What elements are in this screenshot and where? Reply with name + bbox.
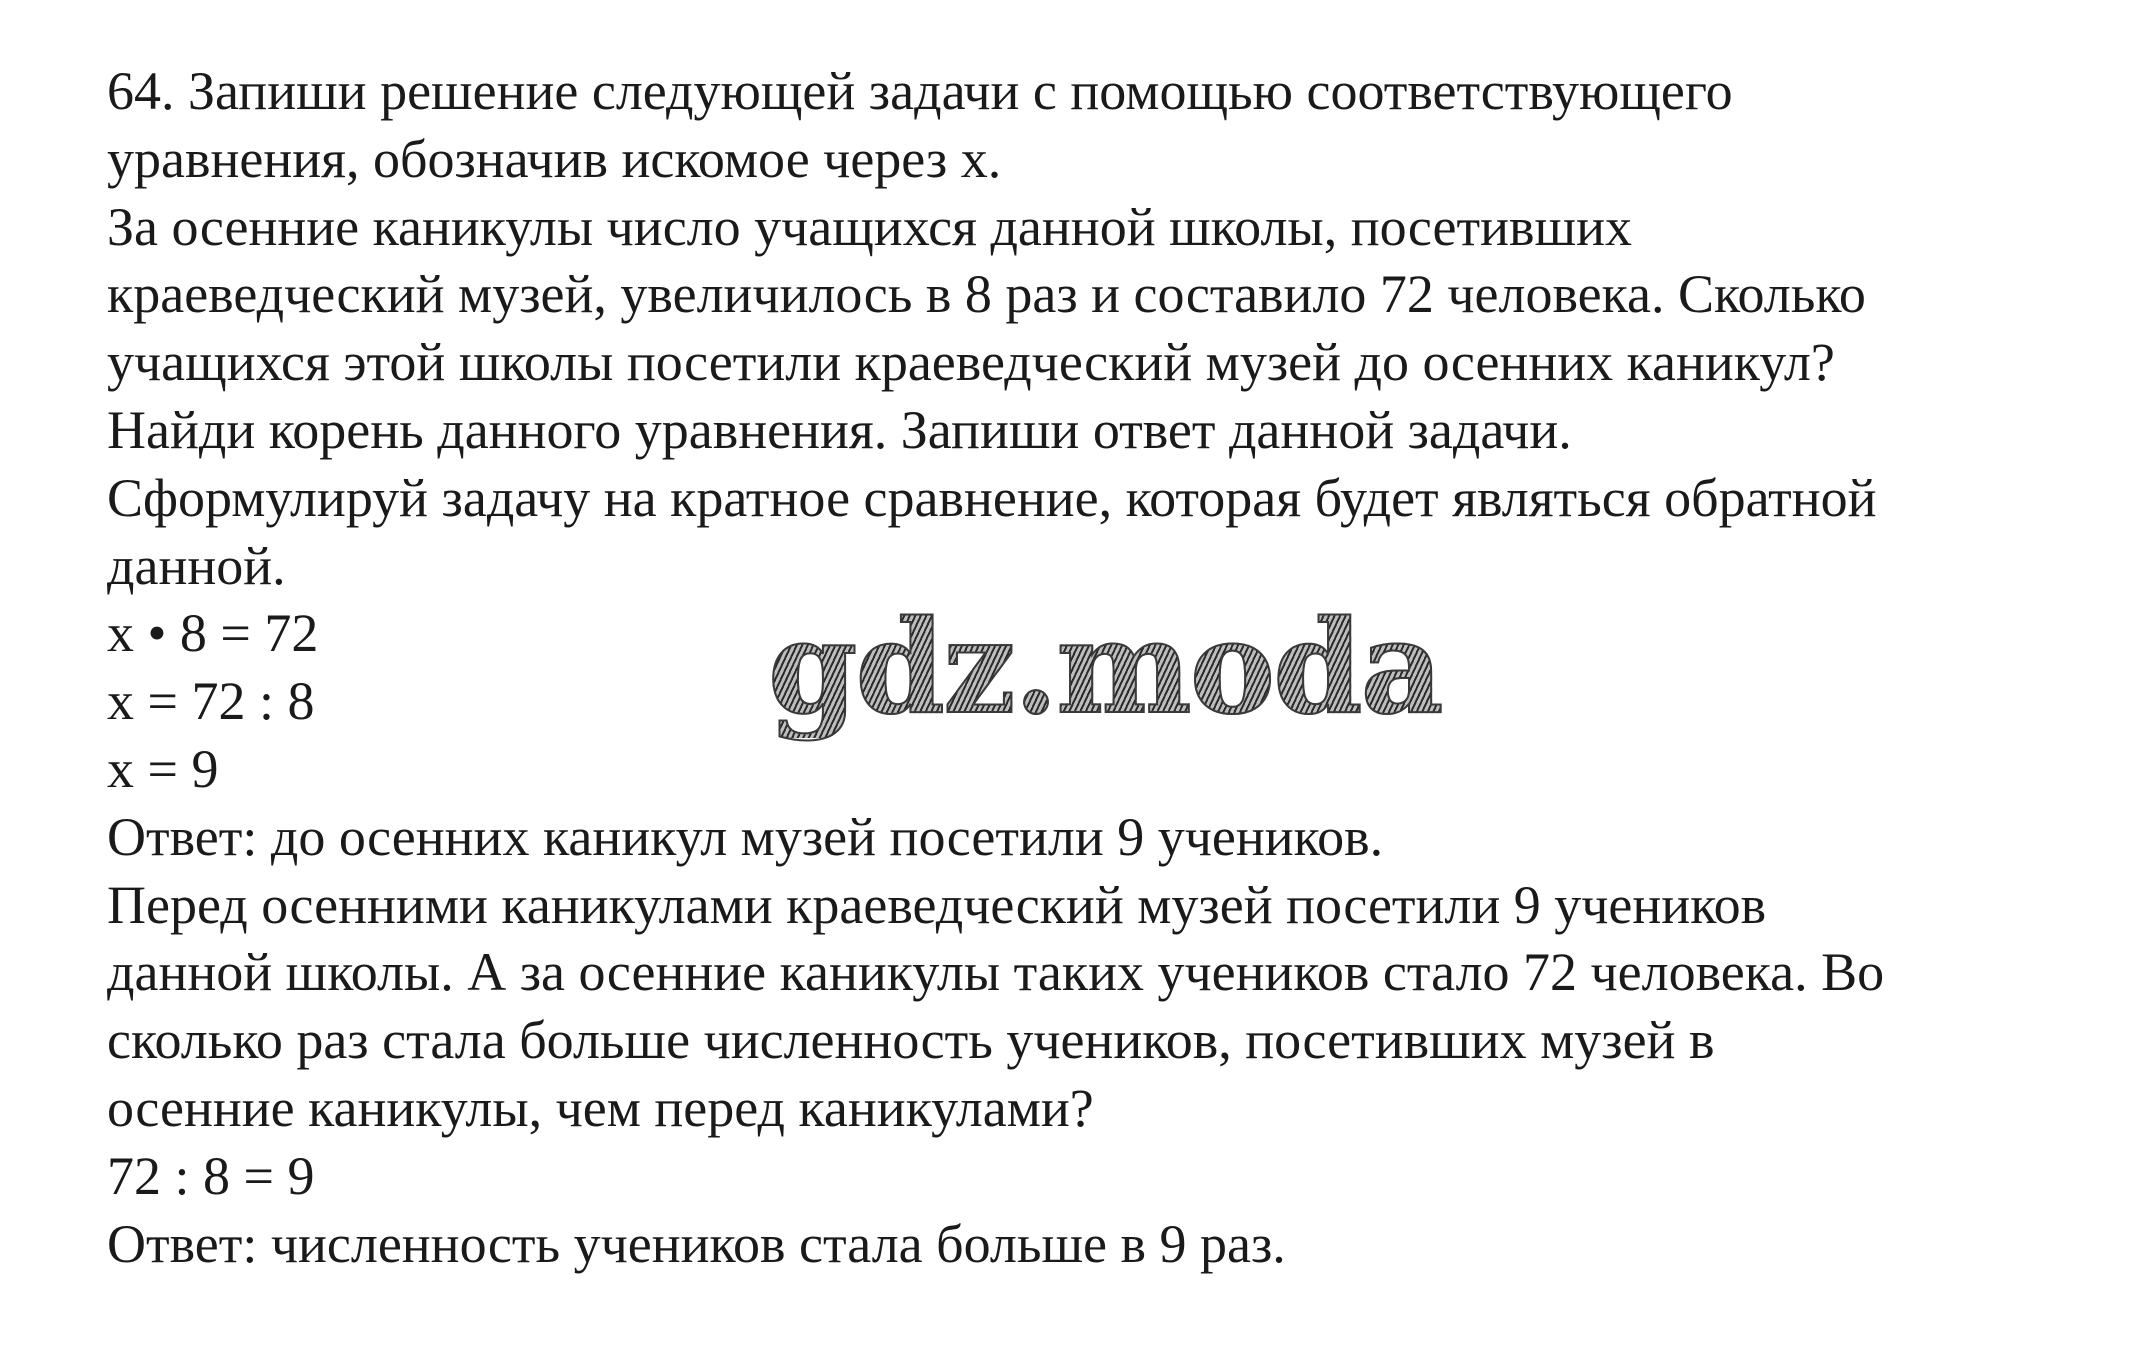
instruction-line-2: Сформулируй задачу на кратное сравнение, которая будет являться обратной bbox=[107, 467, 1877, 528]
task-heading-line-1: 64. Запиши решение следующей задачи с помощью соответствующего bbox=[107, 61, 1733, 121]
answer-line-2: Ответ: численность учеников стала больше в 9 раз. bbox=[107, 1213, 1286, 1274]
inverse-problem-line-3: сколько раз стала больше численность учеников, посетивших музей в bbox=[107, 1010, 1715, 1071]
answer-line-1: Ответ: до осенних каникул музей посетили 9 учеников. bbox=[107, 806, 1384, 867]
problem-text-line-3: учащихся этой школы посетили краеведческий музей до осенних каникул? bbox=[107, 332, 1835, 393]
inverse-problem-line-4: осенние каникулы, чем перед каникулами? bbox=[107, 1077, 1094, 1138]
instruction-line-3: данной. bbox=[107, 535, 286, 596]
inverse-problem-line-1: Перед осенними каникулами краеведческий музей посетили 9 учеников bbox=[107, 874, 1767, 935]
inverse-problem-line-2: данной школы. А за осенние каникулы таких учеников стало 72 человека. Во bbox=[107, 942, 1885, 1003]
problem-text-line-1: За осенние каникулы число учащихся данной школы, посетивших bbox=[107, 196, 1632, 257]
calculation-line: 72 : 8 = 9 bbox=[107, 1145, 315, 1206]
equation-line-3: х = 9 bbox=[107, 738, 219, 799]
task-heading-line-2: уравнения, обозначив искомое через х. bbox=[107, 128, 1002, 189]
watermark-logo: gdz.moda bbox=[768, 593, 1442, 743]
equation-line-2: х = 72 : 8 bbox=[107, 671, 315, 732]
instruction-line-1: Найди корень данного уравнения. Запиши ответ данной задачи. bbox=[107, 399, 1572, 460]
equation-line-1: х • 8 = 72 bbox=[107, 603, 319, 664]
problem-text-line-2: краеведческий музей, увеличилось в 8 раз и составило 72 человека. Сколько bbox=[107, 264, 1866, 325]
